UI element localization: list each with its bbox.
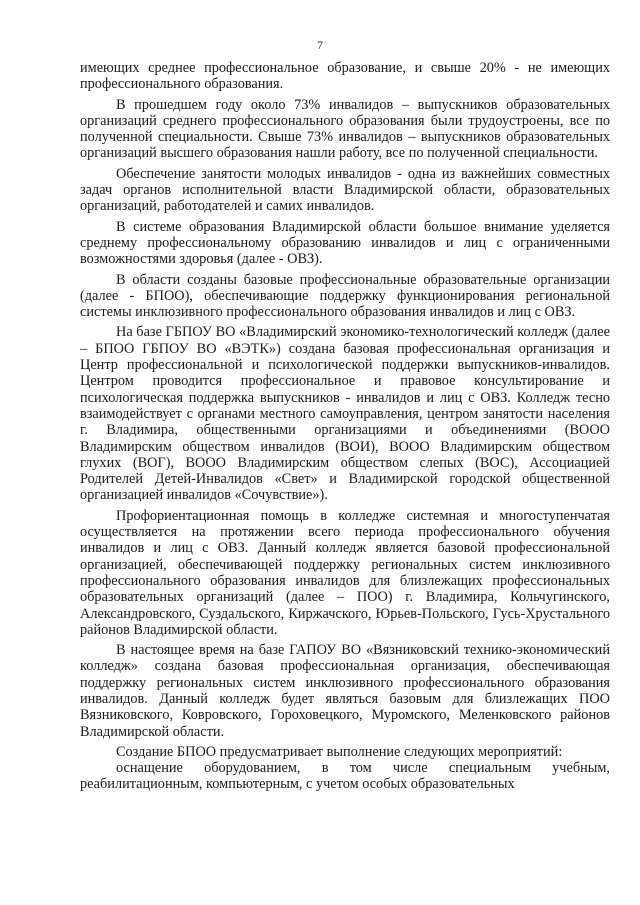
paragraph-vetk: На базе ГБПОУ ВО «Владимирский экономико-технологический колледж (далее – БПОО ГБПОУ ВО «ВЭТК») создана базовая профессиональная организация и Центр профессиональной и психологической поддержки выпускников-инвалидов. Центром проводится профессиональное и правовое консультирование и психологическая поддержка выпускников - инвалидов и лиц с ОВЗ. Колледж тесно взаимодействует с органами местного самоуправления, центром занятости населения г. Владимира, общественными организациями и объединениями (ВООО Владимирским обществом инвалидов (ВОИ), ВООО Владимирским обществом глухих (ВОГ), ВООО Владимирским обществом слепых (ВОС), Ассоциацией Родителей Детей-Инвалидов «Свет» и Владимирской городской общественной организацией инвалидов «Сочувствие»). bbox=[80, 324, 610, 504]
document-body bbox=[80, 60, 610, 793]
paragraph-education-system: В системе образования Владимирской области большое внимание уделяется среднему профессиональному образованию инвалидов и лиц с ограниченными возможностями здоровья (далее - ОВЗ). bbox=[80, 218, 610, 268]
paragraph-equipment: оснащение оборудованием, в том числе специальным учебным, реабилитационным, компьютерным, с учетом особых образовательных bbox=[80, 760, 610, 793]
page-number: 7 bbox=[317, 38, 323, 52]
paragraph-employment-stats: В прошедшем году около 73% инвалидов – выпускников образовательных организаций среднего профессионального образования были трудоустроены, все по полученной специальности. Свыше 73% инвалидов – выпускников образовательных организаций высшего образования нашли работу, все по полученной специальности. bbox=[80, 96, 610, 162]
paragraph-measures-intro: Создание БПОО предусматривает выполнение следующих мероприятий: bbox=[116, 743, 563, 760]
paragraph-employment-task: Обеспечение занятости молодых инвалидов - одна из важнейших совместных задач органов исполнительной власти Владимирской области, образовательных организаций, работодателей и самих инвалидов. bbox=[80, 165, 610, 215]
paragraph-career-guidance: Профориентационная помощь в колледже системная и многоступенчатая осуществляется на протяжении всего периода профессионального обучения инвалидов и лиц с ОВЗ. Данный колледж является базовой профессиональной организацией, обеспечивающей поддержку региональных систем инклюзивного профессионального образования инвалидов для близлежащих профессиональных образовательных организаций (далее – ПОО) г. Владимира, Кольчугинского, Александровского, Суздальского, Киржачского, Юрьев-Польского, Гусь-Хрустального районов Владимирской области. bbox=[80, 507, 610, 638]
paragraph-vyazniki-college: В настоящее время на базе ГАПОУ ВО «Вязниковский технико-экономический колледж» создана базовая профессиональная организация, обеспечивающая поддержку региональных систем инклюзивного профессионального образования инвалидов. Данный колледж будет являться базовым для близлежащих ПОО Вязниковского, Ковровского, Гороховецкого, Муромского, Меленковского районов Владимирской области. bbox=[80, 642, 610, 740]
paragraph-bpoo-created: В области созданы базовые профессиональные образовательные организации (далее - БПОО), обеспечивающие поддержку функционирования региональной системы инклюзивного профессионального образования инвалидов и лиц с ОВЗ. bbox=[80, 271, 610, 321]
paragraph-continuation: имеющих среднее профессиональное образование, и свыше 20% - не имеющих профессионального образования. bbox=[80, 60, 610, 93]
